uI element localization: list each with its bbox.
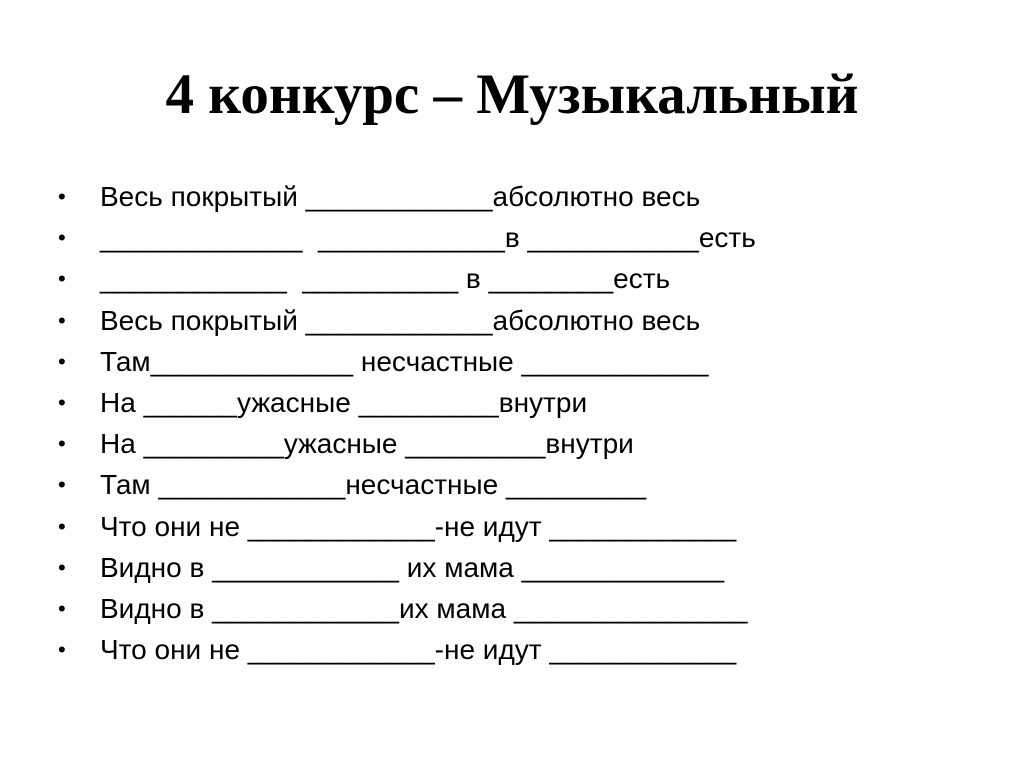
list-item [58,629,756,670]
bullet-icon: • [58,307,66,333]
item-text: Там ____________несчастные _________ [100,469,647,501]
list-item [58,547,756,588]
item-text: На _________ужасные _________внутри [100,428,634,460]
list-item [58,176,756,217]
bullet-icon: • [58,595,66,621]
bullet-icon: • [58,389,66,415]
item-text: Весь покрытый ____________абсолютно весь [100,304,701,336]
bullet-icon: • [58,637,66,663]
item-text: Там_____________ несчастные ____________ [100,345,709,377]
list-item [58,423,756,464]
list-item [58,464,756,505]
list-item [58,258,756,299]
bullet-icon: • [58,348,66,374]
list-item [58,382,756,423]
list-item [58,217,756,258]
item-text: Видно в ____________ их мама _____________ [100,551,725,583]
bullet-icon: • [58,431,66,457]
item-text: На ______ужасные _________внутри [100,386,588,418]
bullet-icon: • [58,266,66,292]
bullet-icon: • [58,225,66,251]
bullet-icon: • [58,472,66,498]
slide-title: 4 конкурс – Музыкальный [165,63,859,126]
bullet-icon: • [58,554,66,580]
fill-in-blank-list [58,176,756,670]
item-text: Весь покрытый ____________абсолютно весь [100,181,701,212]
list-item [58,506,756,547]
item-text: Видно в ____________их мама _______________ [100,592,748,624]
list-item [58,341,756,382]
list-item [58,588,756,629]
item-text: _____________ ____________в ___________есть [100,222,756,254]
item-text: Что они не ____________-не идут ____________ [100,510,737,542]
bullet-icon: • [58,513,66,539]
item-text: ____________ __________ в ________есть [100,263,671,295]
bullet-icon: • [58,184,66,209]
list-item [58,300,756,341]
item-text: Что они не ____________-не идут ____________ [100,634,737,666]
